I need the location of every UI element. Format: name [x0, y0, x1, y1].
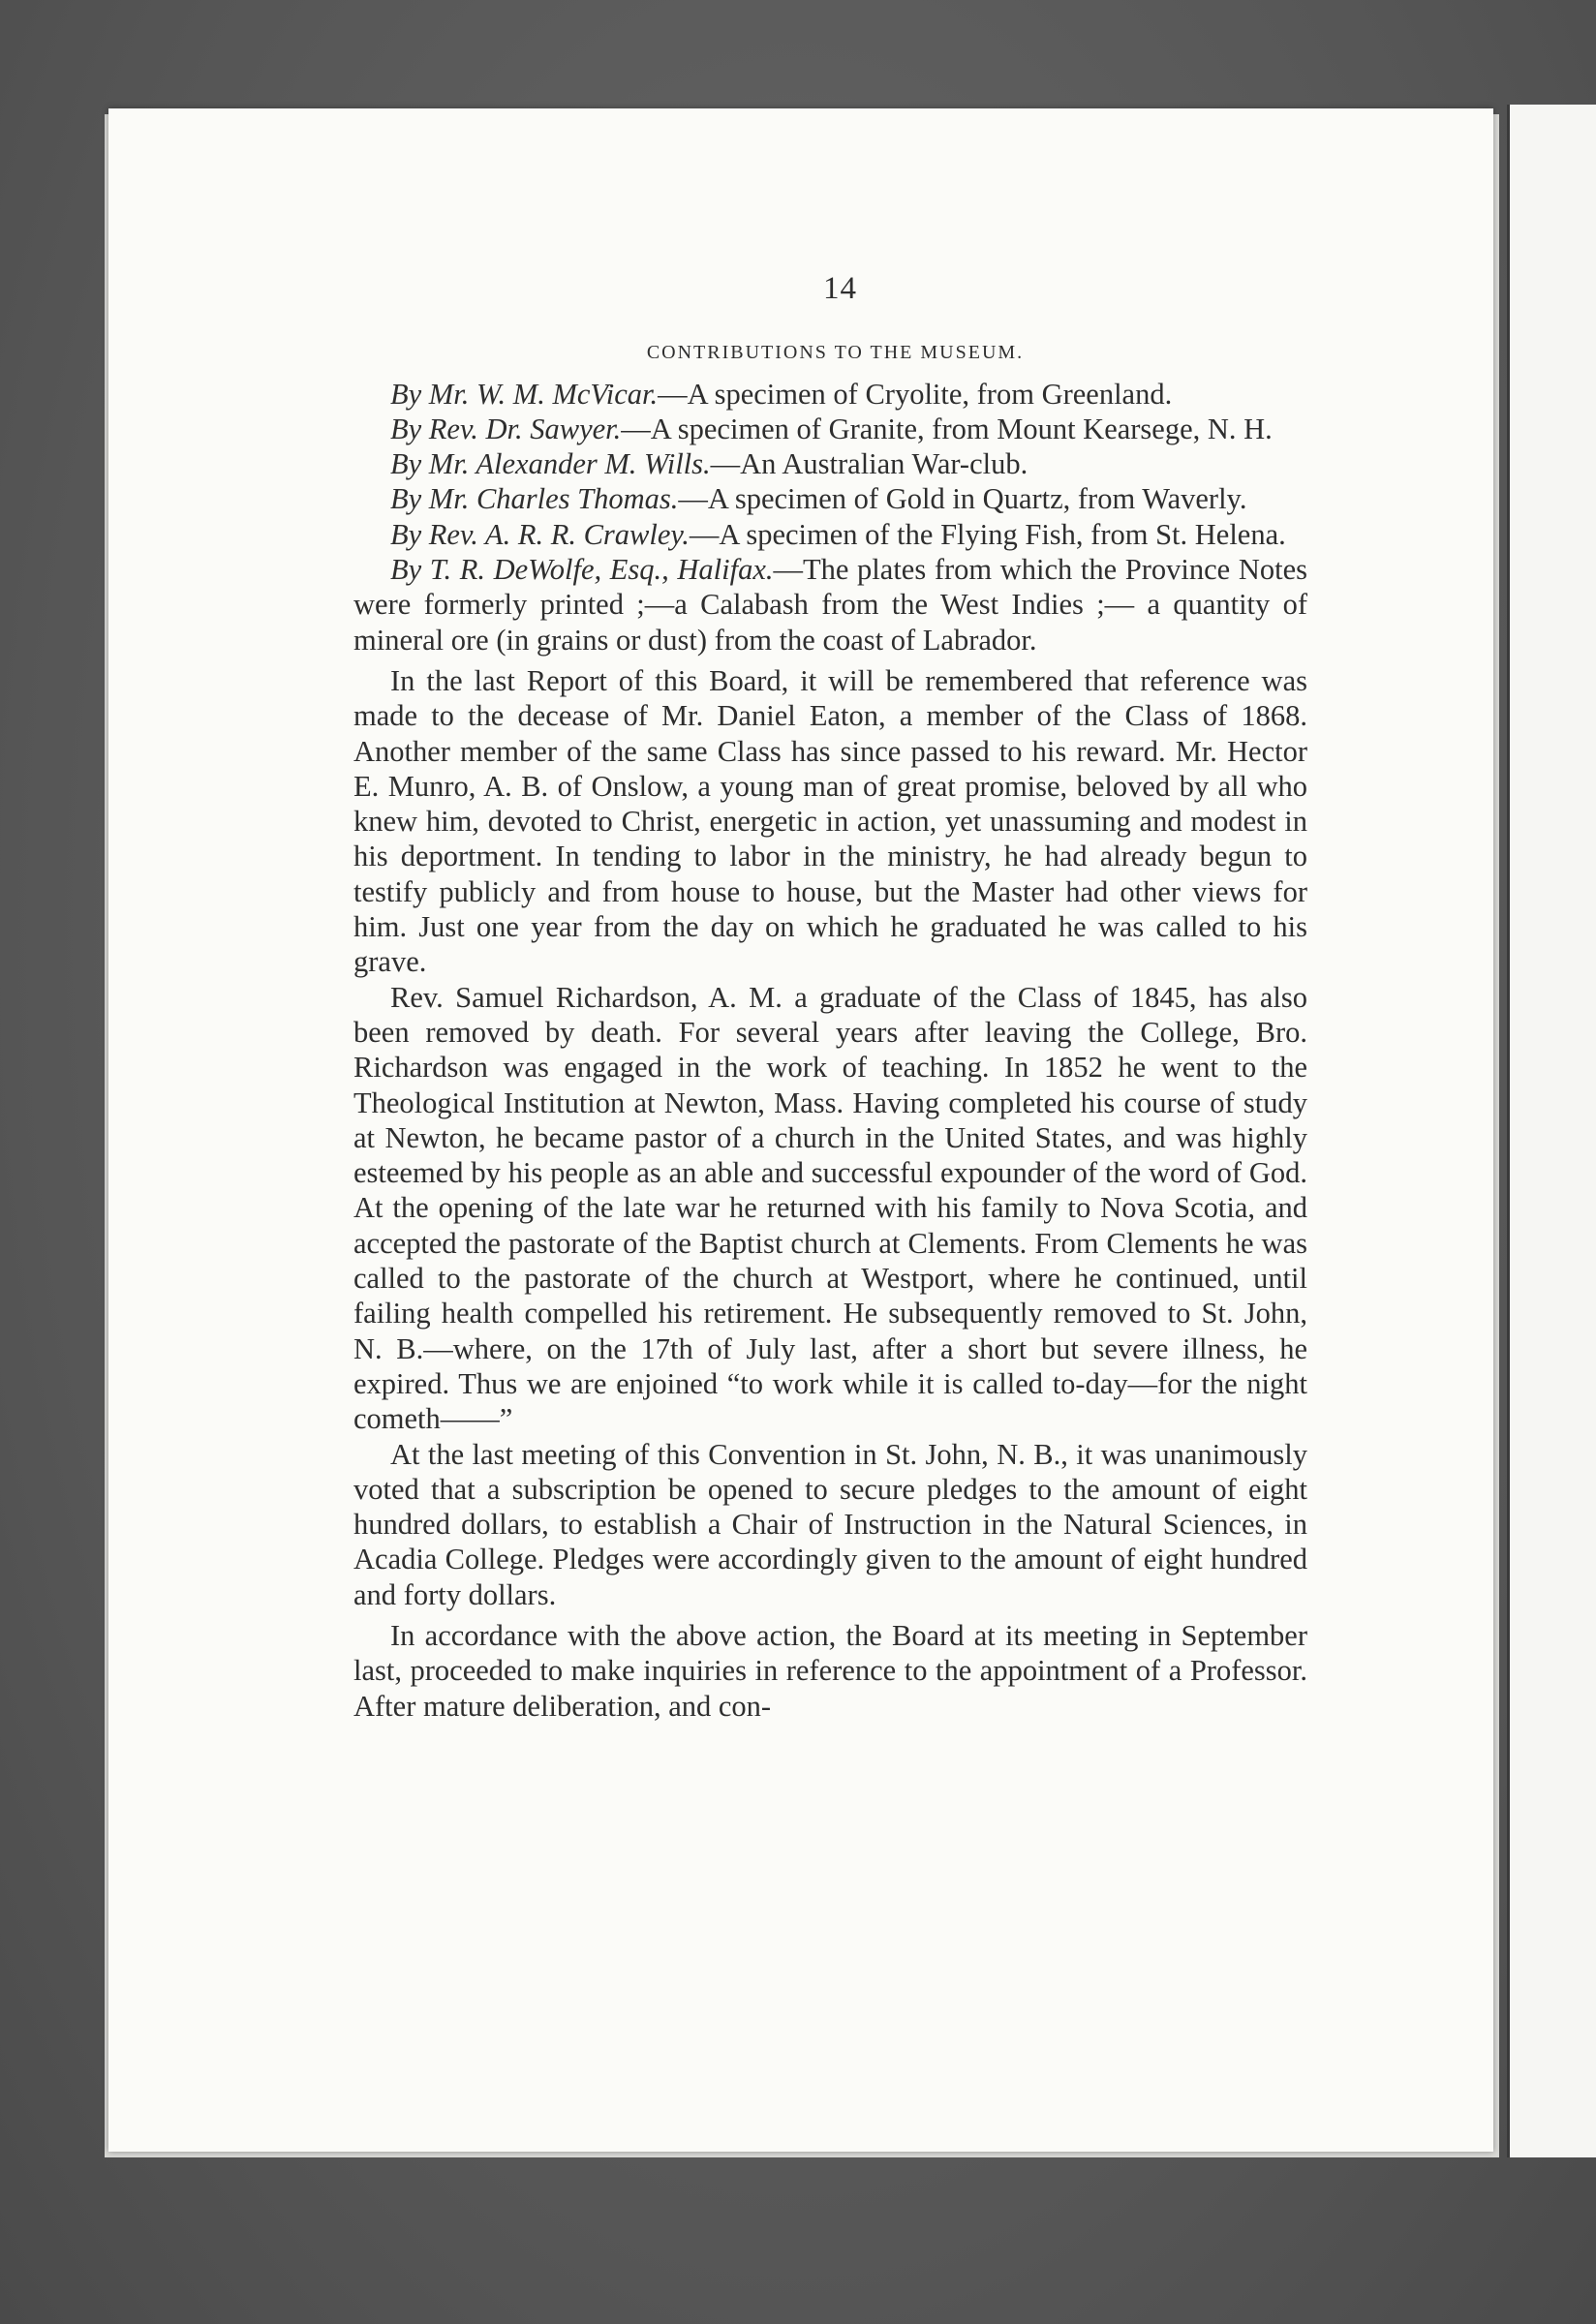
contribution-text: —A specimen of Granite, from Mount Kearsege, N. H. [621, 412, 1273, 445]
donor-name: By T. R. DeWolfe, Esq., Halifax. [390, 553, 774, 587]
facing-page-edge [1507, 105, 1596, 2157]
contribution-entry [353, 481, 1307, 516]
report-paragraph: At the last meeting of this Convention in St. John, N. B., it was unanimously voted that a subscription be opened to secure pledges to the amount of eight hundred dollars, to establish a Chair of Instruction in the Natural Sciences, in Acadia College. Pledges were accordingly given to the amount of eight hundred and forty dollars. [353, 1437, 1307, 1611]
donor-name: By Mr. Alexander M. Wills. [390, 447, 711, 481]
report-paragraph: Rev. Samuel Richardson, A. M. a graduate of the Class of 1845, has also been removed by death. For several years after leaving the College, Bro. Richardson was engaged in the work of teaching. In 1852 he went to the Theological Institution at Newton, Mass. Having completed his course of study at Newton, he became pastor of a church in the United States, and was highly esteemed by his people as an able and successful expounder of the word of God. At the opening of the late war he returned with his family to Nova Scotia, and accepted the pastorate of the Baptist church at Clements. From Clements he was called to the pastorate of the church at Westport, where he continued, until failing health compelled his retirement. He subsequently removed to St. John, N. B.—where, on the 17th of July last, after a short but severe illness, he expired. Thus we are enjoined “to work while it is called to-day—for the night cometh——” [353, 980, 1307, 1436]
contribution-text: —An Australian War-club. [710, 447, 1028, 481]
report-paragraph: In accordance with the above action, the Board at its meeting in September last, proceeded to make inquiries in reference to the appointment of a Professor. After mature deliberation, and con- [353, 1618, 1307, 1723]
donor-name: By Rev. A. R. R. Crawley. [390, 517, 690, 551]
page-text [353, 271, 1307, 1724]
contribution-entry [353, 412, 1307, 446]
contribution-text: —A specimen of Cryolite, from Greenland. [658, 377, 1173, 411]
contribution-text: —The plates from which the Province Notes were formerly printed ;—a Calabash from the West Indies ;— a quantity of mineral ore (in grains or dust) from the coast of Labrador. [353, 553, 1307, 657]
contribution-text: —A specimen of the Flying Fish, from St. Helena. [689, 517, 1286, 551]
contribution-entry [353, 517, 1307, 552]
section-heading: CONTRIBUTIONS TO THE MUSEUM. [646, 342, 1025, 364]
contribution-entry [353, 377, 1307, 412]
page-number: 14 [823, 271, 857, 306]
report-paragraph: In the last Report of this Board, it will be remembered that reference was made to the decease of Mr. Daniel Eaton, a member of the Class of 1868. Another member of the same Class has since passed to his reward. Mr. Hector E. Munro, A. B. of Onslow, a young man of great promise, beloved by all who knew him, devoted to Christ, energetic in action, yet unassuming and modest in his deportment. In tending to labor in the ministry, he had already begun to testify publicly and from house to house, but the Master had other views for him. Just one year from the day on which he graduated he was called to his grave. [353, 663, 1307, 979]
contribution-entry [353, 552, 1307, 657]
donor-name: By Rev. Dr. Sawyer. [390, 412, 622, 445]
contribution-text: —A specimen of Gold in Quartz, from Waverly. [678, 482, 1247, 516]
donor-name: By Mr. Charles Thomas. [390, 482, 679, 516]
contribution-entry [353, 446, 1307, 481]
donor-name: By Mr. W. M. McVicar. [390, 377, 659, 411]
